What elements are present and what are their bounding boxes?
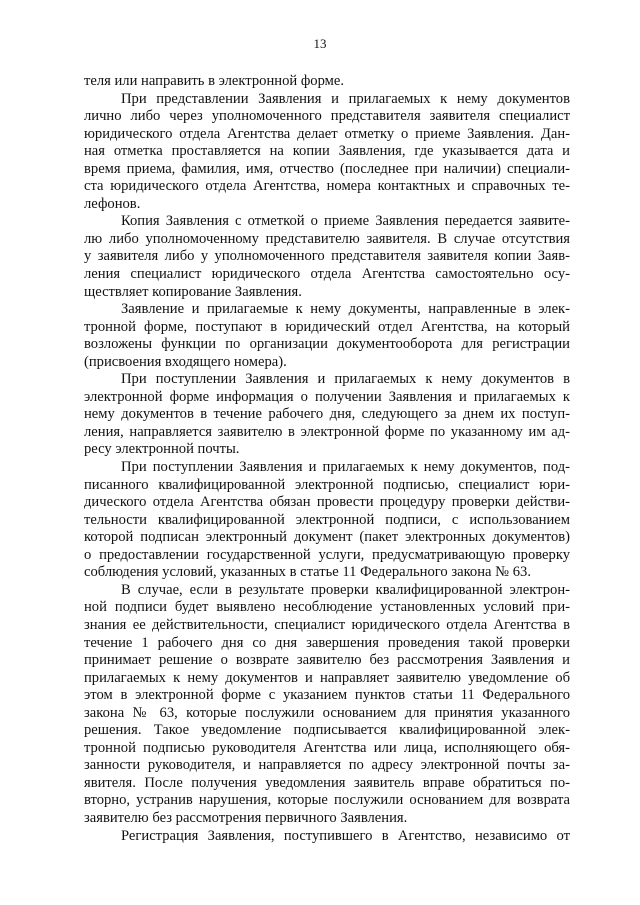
text-line: юридического отдела Агентства делает отметку о приеме Заявления. Дан- (84, 125, 570, 142)
text-line: этом в электронной форме с указанием пунктов статьи 11 Федерального (84, 687, 570, 704)
paragraph (84, 582, 570, 828)
paragraph (84, 73, 570, 91)
paragraph (84, 371, 570, 459)
text-line: принимает решение о возврате заявителю без рассмотрения Заявления и (84, 652, 570, 669)
text-line: явителя. После получения уведомления заявитель вправе обратиться по- (84, 774, 570, 791)
text-line: тронной подписью руководителя Агентства или лица, исполняющего обя- (84, 739, 570, 756)
text-line: При поступлении Заявления и прилагаемых к нему документов в (121, 371, 570, 388)
text-line: закона № 63, которые послужили основанием для принятия указанного (84, 704, 570, 721)
text-line: теля или направить в электронной форме. (84, 73, 345, 89)
text-line: лю либо уполномоченному представителю заявителя. В случае отсутствия (84, 230, 570, 247)
text-line: нему документов в течение рабочего дня, следующего за днем их поступ- (84, 406, 570, 423)
text-line: заявителю без рассмотрения первичного Заявления. (84, 809, 408, 826)
text-line: ления, направляется заявителю в электронной форме по указанному им ад- (84, 423, 570, 440)
text-line: тельности квалифицированной электронной подписи, с использованием (84, 511, 570, 528)
text-line: тронной форме, поступают в юридический отдел Агентства, на который (84, 318, 570, 335)
text-line: электронной форме информация о получении Заявления и прилагаемых к (84, 388, 570, 405)
text-line: прилагаемых к нему документов и направляет заявителю уведомление об (84, 669, 570, 686)
text-line: соблюдения условий, указанных в статье 11 Федерального закона № 63. (84, 564, 531, 581)
text-line: время приема, фамилия, имя, отчество (последнее при наличии) специали- (84, 160, 570, 177)
text-line: ществляет копирование Заявления. (84, 283, 302, 300)
text-line: При поступлении Заявления и прилагаемых к нему документов, под- (121, 459, 570, 476)
text-line: занности руководителя, и направляется по адресу электронной почты за- (84, 757, 570, 774)
text-line: лично либо через уполномоченного представителя заявителя специалист (84, 108, 570, 125)
text-line: возложены функции по организации документооборота для регистрации (84, 336, 570, 353)
text-line: Копия Заявления с отметкой о приеме Заявления передается заявите- (121, 213, 570, 230)
text-line: ная отметка проставляется на копии Заявления, где указывается дата и (84, 143, 570, 160)
page-number: 13 (313, 36, 327, 51)
text-line: Регистрация Заявления, поступившего в Агентство, независимо от (121, 827, 570, 844)
paragraph (84, 91, 570, 214)
text-line: Заявление и прилагаемые к нему документы, направленные в элек- (121, 301, 570, 318)
body-text (84, 73, 570, 845)
paragraph (84, 828, 570, 846)
text-line: дического отдела Агентства обязан провести процедуру проверки действи- (84, 494, 570, 511)
text-line: ления специалист юридического отдела Агентства самостоятельно осу- (84, 266, 570, 283)
text-line: ста юридического отдела Агентства, номера контактных и справочных те- (84, 178, 570, 195)
text-line: (присвоения входящего номера). (84, 353, 287, 370)
text-line: знания ее действительности, специалист юридического отдела Агентства в (84, 616, 570, 633)
text-line: которой подписан электронный документ (пакет электронных документов) (84, 529, 570, 546)
text-line: о предоставлении государственной услуги, предусматривающую проверку (84, 546, 570, 563)
text-line: писанного квалифицированной электронной подписью, специалист юри- (84, 476, 570, 493)
paragraph (84, 459, 570, 582)
text-line: вторно, устранив нарушения, которые послужили основанием для возврата (84, 792, 570, 809)
paragraph (84, 213, 570, 301)
paragraph (84, 301, 570, 371)
text-line: лефонов. (84, 195, 141, 212)
text-line: у заявителя либо у уполномоченного представителя заявителя копии Заяв- (84, 248, 570, 265)
text-line: решения. Такое уведомление подписывается квалифицированной элек- (84, 722, 570, 739)
text-line: В случае, если в результате проверки квалифицированной электрон- (121, 581, 570, 598)
text-line: ной подписи будет выявлено несоблюдение установленных условий при- (84, 599, 570, 616)
text-line: ресу электронной почты. (84, 441, 240, 458)
text-line: течение 1 рабочего дня со дня завершения проведения такой проверки (84, 634, 570, 651)
text-line: При представлении Заявления и прилагаемых к нему документов (121, 90, 570, 107)
